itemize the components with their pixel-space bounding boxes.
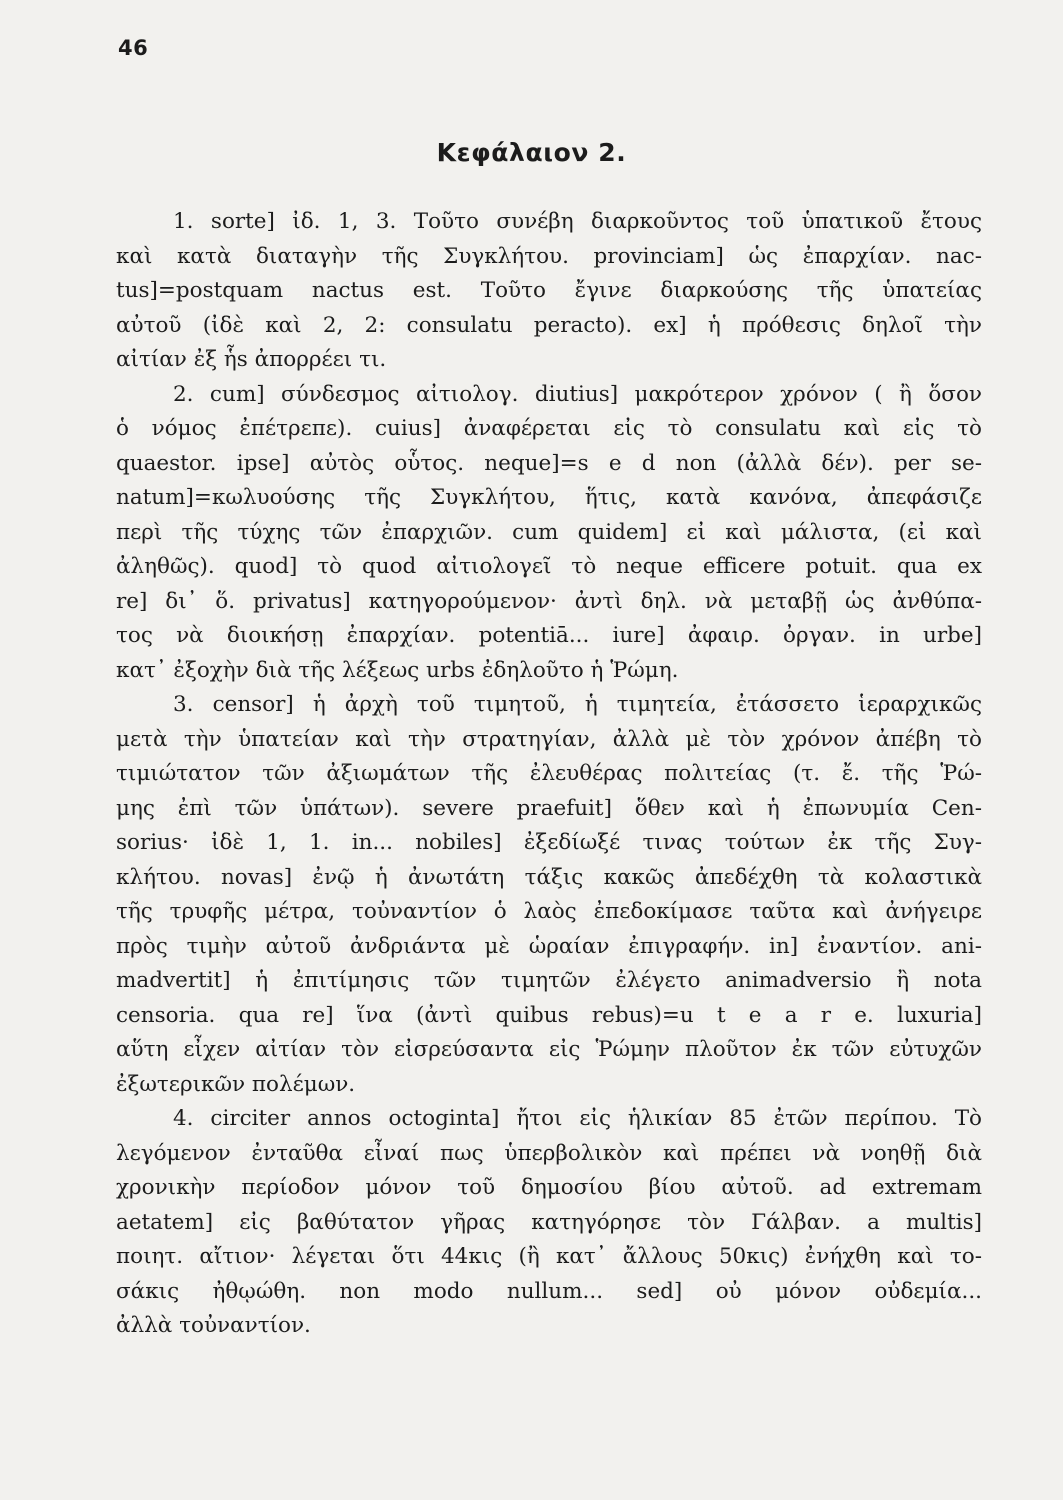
- text-line: natum]=κωλυούσης τῆς Συγκλήτου, ἥτις, κατὰ κανόνα, ἀπεφάσιζε: [116, 485, 982, 510]
- page-number: 46: [118, 36, 149, 60]
- text-line: tus]=postquam nactus est. Τοῦτο ἔγινε διαρκούσης τῆς ὑπατείας: [116, 278, 982, 303]
- text-line: κατ᾿ ἐξοχὴν διὰ τῆς λέξεως urbs ἐδηλοῦτο ἡ Ῥώμη.: [116, 657, 679, 683]
- text-line: αἰτίαν ἐξ ἧs ἀπορρέει τι.: [116, 347, 387, 372]
- text-line: ἐξωτερικῶν πολέμων.: [116, 1071, 356, 1097]
- text-line: τῆς τρυφῆς μέτρα, τοὐναντίον ὁ λαὸς ἐπεδοκίμασε ταῦτα καὶ ἀνήγειρε: [116, 899, 982, 924]
- text-line: 1. sorte] ἰδ. 1, 3. Τοῦτο συνέβη διαρκοῦντος τοῦ ὑπατικοῦ ἔτους: [173, 209, 982, 234]
- text-line: καὶ κατὰ διαταγὴν τῆς Συγκλήτου. provinciam] ὡς ἐπαρχίαν. nac-: [116, 243, 982, 269]
- text-line: λεγόμενον ἐνταῦθα εἶναί πως ὑπερβολικὸν καὶ πρέπει νὰ νοηθῇ διὰ: [116, 1140, 982, 1166]
- text-line: πρὸς τιμὴν αὐτοῦ ἀνδριάντα μὲ ὡραίαν ἐπιγραφήν. in] ἐναντίον. ani-: [116, 933, 982, 959]
- text-line: censoria. qua re] ἵνα (ἀντὶ quibus rebus)=u t e a r e. luxuria]: [116, 1002, 982, 1028]
- text-line: madvertit] ἡ ἐπιτίμησις τῶν τιμητῶν ἐλέγετο animadversio ἢ nota: [116, 968, 982, 993]
- text-line: ὁ νόμος ἐπέτρεπε). cuius] ἀναφέρεται εἰς τὸ consulatu καὶ εἰς τὸ: [116, 416, 982, 441]
- text-line: μετὰ τὴν ὑπατείαν καὶ τὴν στρατηγίαν, ἀλλὰ μὲ τὸν χρόνον ἀπέβη τὸ: [116, 726, 982, 752]
- text-line: κλήτου. novas] ἐνῷ ἡ ἀνωτάτη τάξις κακῶς ἀπεδέχθη τὰ κολαστικὰ: [116, 864, 982, 890]
- text-line: 4. circiter annos octoginta] ἤτοι εἰς ἡλικίαν 85 ἐτῶν περίπου. Τὸ: [173, 1106, 982, 1131]
- text-line: sorius· ἰδὲ 1, 1. in... nobiles] ἐξεδίωξέ τινας τούτων ἐκ τῆς Συγ-: [116, 830, 982, 855]
- commentary-text: [116, 205, 982, 1344]
- text-line: ἀλλὰ τοὐναντίον.: [116, 1313, 311, 1338]
- text-line: χρονικὴν περίοδον μόνον τοῦ δημοσίου βίου αὐτοῦ. ad extremam: [116, 1175, 982, 1200]
- text-line: 3. censor] ἡ ἀρχὴ τοῦ τιμητοῦ, ἡ τιμητεία, ἐτάσσετο ἱεραρχικῶς: [173, 692, 982, 717]
- text-line: ἀληθῶς). quod] τὸ quod αἰτιολογεῖ τὸ neque efficere potuit. qua ex: [116, 554, 982, 579]
- text-line: αὕτη εἶχεν αἰτίαν τὸν εἰσρεύσαντα εἰς Ῥώμην πλοῦτον ἐκ τῶν εὐτυχῶν: [116, 1037, 982, 1062]
- text-line: ποιητ. αἴτιον· λέγεται ὅτι 44κις (ἢ κατ᾿ ἄλλους 50κις) ἐνήχθη καὶ το-: [116, 1244, 982, 1269]
- chapter-title: Κεφάλαιον 2.: [436, 138, 627, 167]
- text-line: σάκις ἠθῳώθη. non modo nullum... sed] οὐ μόνον οὐδεμία...: [116, 1278, 982, 1304]
- text-line: μης ἐπὶ τῶν ὑπάτων). severe praefuit] ὅθεν καὶ ἡ ἐπωνυμία Cen-: [116, 795, 982, 821]
- text-line: re] δι᾿ ὅ. privatus] κατηγορούμενον· ἀντὶ δηλ. νὰ μεταβῇ ὡς ἀνθύπα-: [116, 588, 982, 614]
- text-line: quaestor. ipse] αὐτὸς οὗτος. neque]=s e d non (ἀλλὰ δέν). per se-: [116, 450, 982, 476]
- text-line: 2. cum] σύνδεσμος αἰτιολογ. diutius] μακρότερον χρόνον ( ἢ ὅσον: [173, 381, 982, 407]
- text-line: τιμιώτατον τῶν ἀξιωμάτων τῆς ἐλευθέρας πολιτείας (τ. ἔ. τῆς Ῥώ-: [116, 761, 982, 786]
- text-line: aetatem] εἰς βαθύτατον γῆρας κατηγόρησε τὸν Γάλβαν. a multis]: [116, 1209, 982, 1235]
- text-line: αὐτοῦ (ἰδὲ καὶ 2, 2: consulatu peracto). ex] ἡ πρόθεσις δηλοῖ τὴν: [116, 312, 982, 338]
- text-line: περὶ τῆς τύχης τῶν ἐπαρχιῶν. cum quidem] εἰ καὶ μάλιστα, (εἰ καὶ: [116, 519, 982, 545]
- text-line: τος νὰ διοικήσῃ ἐπαρχίαν. potentiā... iure] ἀφαιρ. ὀργαν. in urbe]: [116, 623, 982, 648]
